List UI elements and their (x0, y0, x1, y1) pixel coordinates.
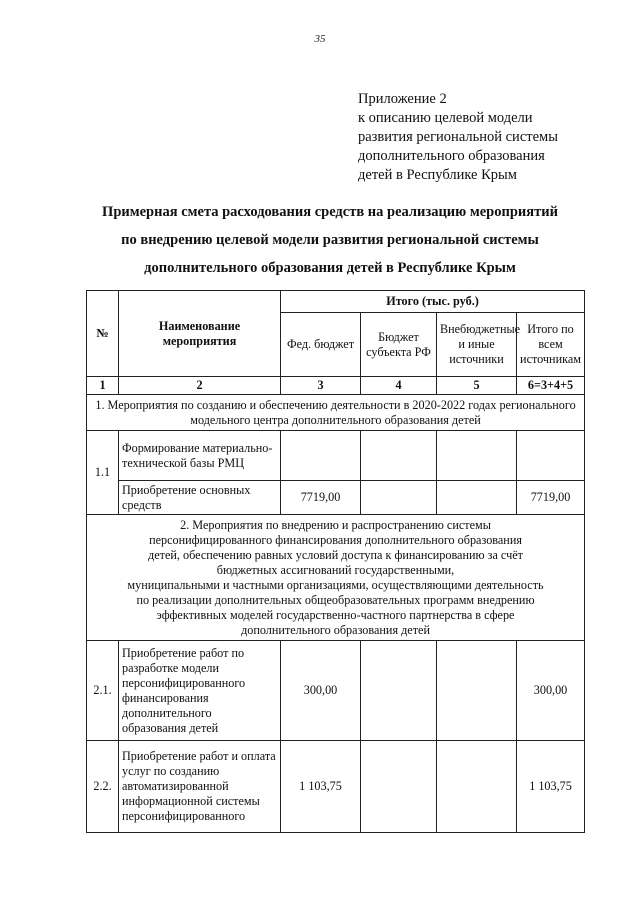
section-2-line: муниципальными и частными организациями, осуществляющими деятельность (127, 577, 544, 592)
section-2-line: по реализации дополнительных общеобразовательных программ внедрению (136, 592, 535, 607)
section-2-line: дополнительного образования детей (241, 622, 430, 637)
header-name: Наименование мероприятия (119, 291, 281, 377)
header-no: № (87, 291, 119, 377)
section-2-heading (87, 515, 585, 641)
row-number: 2.1. (87, 641, 119, 741)
row-subject (361, 641, 437, 741)
row-name: Приобретение работ и оплата услуг по созданию автоматизированной информационной системы персонифицированного (119, 741, 281, 833)
row-fed: 300,00 (281, 641, 361, 741)
index-cell: 3 (281, 377, 361, 395)
row-extra (437, 741, 517, 833)
row-subject (361, 481, 437, 515)
row-total: 7719,00 (517, 481, 585, 515)
title-line: по внедрению целевой модели развития региональной системы (121, 232, 539, 248)
row-total (517, 431, 585, 481)
row-name: Формирование материально-технической базы РМЦ (119, 431, 281, 481)
header-total: Итого по всем источникам (517, 313, 585, 377)
estimate-table (86, 290, 585, 833)
row-total: 300,00 (517, 641, 585, 741)
row-subject (361, 431, 437, 481)
section-2-line: персонифицированного финансирования дополнительного образования (149, 532, 522, 547)
header-total-group: Итого (тыс. руб.) (281, 291, 585, 313)
index-cell: 5 (437, 377, 517, 395)
section-2-line: эффективных моделей государственно-частного партнерства в сфере (156, 607, 515, 622)
document-title (60, 198, 600, 282)
row-subject (361, 741, 437, 833)
row-name: Приобретение основных средств (119, 481, 281, 515)
appendix-line: детей в Республике Крым (358, 167, 517, 183)
row-name: Приобретение работ по разработке модели персонифицированного финансирования дополнительного образования детей (119, 641, 281, 741)
page-number: 35 (314, 33, 326, 45)
index-cell: 2 (119, 377, 281, 395)
row-extra (437, 641, 517, 741)
row-extra (437, 481, 517, 515)
index-cell: 6=3+4+5 (517, 377, 585, 395)
header-extra: Внебюджетные и иные источники (437, 313, 517, 377)
appendix-line: к описанию целевой модели (358, 110, 533, 126)
row-number: 2.2. (87, 741, 119, 833)
title-line: Примерная смета расходования средств на реализацию мероприятий (102, 204, 558, 220)
row-total: 1 103,75 (517, 741, 585, 833)
section-2-line: 2. Мероприятия по внедрению и распространению системы (180, 517, 491, 532)
appendix-line: Приложение 2 (358, 91, 447, 107)
row-fed: 1 103,75 (281, 741, 361, 833)
row-extra (437, 431, 517, 481)
title-line: дополнительного образования детей в Республике Крым (144, 260, 516, 276)
appendix-line: развития региональной системы (358, 129, 558, 145)
index-cell: 4 (361, 377, 437, 395)
section-1-heading: 1. Мероприятия по созданию и обеспечению деятельности в 2020-2022 годах регионального модельного центра дополнительного образования детей (87, 395, 585, 431)
row-number: 1.1 (87, 431, 119, 515)
section-2-line: бюджетных ассигнований государственными, (216, 562, 455, 577)
row-fed: 7719,00 (281, 481, 361, 515)
index-cell: 1 (87, 377, 119, 395)
section-2-line: детей, обеспечению равных условий доступа к финансированию за счёт (148, 547, 523, 562)
appendix-note (358, 90, 598, 185)
appendix-line: дополнительного образования (358, 148, 545, 164)
row-fed (281, 431, 361, 481)
header-subject: Бюджет субъекта РФ (361, 313, 437, 377)
header-fed: Фед. бюджет (281, 313, 361, 377)
